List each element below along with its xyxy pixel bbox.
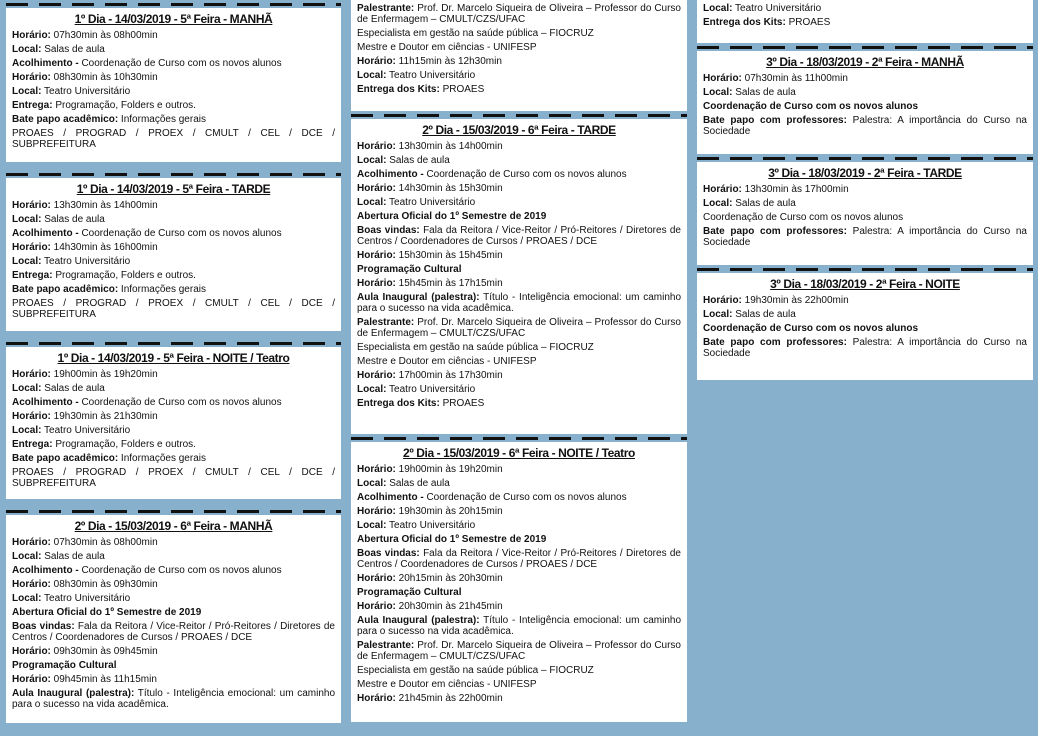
schedule-line: [357, 292, 681, 314]
line-label: Horário:: [703, 73, 742, 84]
line-label: Local:: [12, 425, 42, 436]
line-value: Salas de aula: [41, 44, 105, 55]
line-value: 20h15min às 20h30min: [395, 573, 503, 584]
schedule-line: [12, 579, 335, 590]
schedule-line: [703, 309, 1027, 320]
line-label: Acolhimento -: [12, 58, 79, 69]
schedule-line: [12, 660, 335, 671]
line-value: 17h00min às 17h30min: [395, 370, 503, 381]
schedule-line: [357, 665, 681, 676]
line-label: Horário:: [357, 278, 396, 289]
line-label: Entrega:: [12, 100, 53, 111]
line-value: Programação, Folders e outros.: [52, 439, 196, 450]
schedule-line: [12, 30, 335, 41]
dashed-separator: [697, 43, 1033, 51]
line-label: Horário:: [703, 184, 742, 195]
line-value: 07h30min às 08h00min: [50, 537, 158, 548]
line-value: Especialista em gestão na saúde pública – FIOCRUZ: [357, 28, 594, 39]
line-label: Bate papo acadêmico:: [12, 453, 119, 464]
schedule-box: [351, 0, 687, 111]
schedule-line: [703, 101, 1027, 112]
schedule-line: [12, 397, 335, 408]
line-value: 19h30min às 20h15min: [395, 506, 503, 517]
line-label: Boas vindas:: [357, 225, 420, 236]
schedule-line: [12, 674, 335, 685]
schedule-line: [703, 198, 1027, 209]
line-value: Teatro Universitário: [41, 256, 131, 267]
line-value: Prof. Dr. Marcelo Siqueira de Oliveira – Professor do Curso de Enfermagem – CMULT/CZS/UFAC: [357, 3, 681, 25]
line-value: Programação, Folders e outros.: [52, 270, 196, 281]
schedule-line: [12, 298, 335, 320]
line-label: Local:: [357, 155, 387, 166]
line-value: Teatro Universitário: [386, 197, 476, 208]
line-label: Local:: [12, 593, 42, 604]
line-value: Teatro Universitário: [41, 593, 131, 604]
line-value: 08h30min às 09h30min: [50, 579, 158, 590]
schedule-line: [357, 506, 681, 517]
line-label: Entrega dos Kits:: [357, 84, 440, 95]
schedule-line: [12, 439, 335, 450]
line-value: Mestre e Doutor em ciências - UNIFESP: [357, 679, 537, 690]
line-value: 19h00min às 19h20min: [50, 369, 158, 380]
schedule-line: [357, 264, 681, 275]
line-value: PROAES: [439, 84, 485, 95]
line-label: Bate papo com professores:: [703, 226, 847, 237]
schedule-section: [697, 154, 1033, 265]
line-value: Mestre e Doutor em ciências - UNIFESP: [357, 42, 537, 53]
line-label: Entrega:: [12, 270, 53, 281]
schedule-line: [12, 411, 335, 422]
line-value: Mestre e Doutor em ciências - UNIFESP: [357, 356, 537, 367]
schedule-line: [12, 256, 335, 267]
line-label: Entrega:: [12, 439, 53, 450]
line-value: 19h30min às 21h30min: [50, 411, 158, 422]
schedule-line: [357, 211, 681, 222]
line-label: Local:: [357, 520, 387, 531]
schedule-line: [703, 115, 1027, 137]
line-label: Acolhimento -: [12, 228, 79, 239]
line-label: Acolhimento -: [12, 397, 79, 408]
line-label: Horário:: [12, 537, 51, 548]
line-label: Horário:: [12, 646, 51, 657]
schedule-line: [357, 155, 681, 166]
line-value: Palestra: A importância do Curso na Sociedade: [703, 337, 1027, 359]
line-value: 14h30min às 15h30min: [395, 183, 503, 194]
dashed-separator: [6, 339, 341, 347]
line-value: Teatro Universitário: [41, 86, 131, 97]
schedule-section: [351, 0, 687, 111]
schedule-line: [12, 646, 335, 657]
line-label: Local:: [703, 309, 733, 320]
schedule-line: [357, 183, 681, 194]
line-label: Horário:: [12, 72, 51, 83]
schedule-line: [357, 169, 681, 180]
line-label: Horário:: [357, 370, 396, 381]
section-title: 1º Dia - 14/03/2019 - 5ª Feira - NOITE / Teatro: [57, 351, 290, 365]
line-value: 15h45min às 17h15min: [395, 278, 503, 289]
schedule-box: [6, 8, 341, 162]
schedule-line: [357, 28, 681, 39]
line-label: Palestrante:: [357, 640, 415, 651]
line-label: Local:: [703, 3, 733, 14]
line-label: Boas vindas:: [357, 548, 420, 559]
line-label: Coordenação de Curso com os novos alunos: [703, 323, 919, 334]
schedule-line: [703, 295, 1027, 306]
line-value: Salas de aula: [41, 383, 105, 394]
line-label: Aula Inaugural (palestra):: [12, 688, 135, 699]
schedule-line: [703, 73, 1027, 84]
line-label: Horário:: [357, 464, 396, 475]
schedule-line: [357, 56, 681, 67]
schedule-box: [351, 442, 687, 722]
schedule-line: [357, 464, 681, 475]
schedule-line: [357, 398, 681, 409]
schedule-line: [12, 453, 335, 464]
section-title: 3º Dia - 18/03/2019 - 2ª Feira - TARDE: [768, 166, 962, 180]
line-value: 13h30min às 14h00min: [50, 200, 158, 211]
schedule-line: [12, 425, 335, 436]
line-label: Palestrante:: [357, 317, 415, 328]
line-label: Horário:: [12, 242, 51, 253]
schedule-line: [357, 615, 681, 637]
line-value: Coordenação de Curso com os novos alunos: [423, 169, 627, 180]
line-value: PROAES / PROGRAD / PROEX / CMULT / CEL / DCE / SUBPREFEITURA: [12, 128, 335, 150]
schedule-line: [12, 607, 335, 618]
line-label: Local:: [12, 44, 42, 55]
line-value: Salas de aula: [41, 551, 105, 562]
line-label: Boas vindas:: [12, 621, 75, 632]
line-label: Horário:: [703, 295, 742, 306]
line-label: Abertura Oficial do 1º Semestre de 2019: [12, 607, 202, 618]
line-label: Bate papo acadêmico:: [12, 114, 119, 125]
line-value: PROAES: [439, 398, 485, 409]
schedule-line: [12, 228, 335, 239]
schedule-line: [357, 70, 681, 81]
schedule-section: [697, 43, 1033, 154]
line-label: Horário:: [12, 200, 51, 211]
schedule-line: [357, 587, 681, 598]
line-value: PROAES / PROGRAD / PROEX / CMULT / CEL / DCE / SUBPREFEITURA: [12, 298, 335, 320]
line-label: Acolhimento -: [357, 492, 424, 503]
schedule-line: [12, 537, 335, 548]
schedule-line: [703, 3, 1027, 14]
schedule-line: [357, 197, 681, 208]
schedule-line: [12, 86, 335, 97]
line-value: 21h45min às 22h00min: [395, 693, 503, 704]
schedule-line: [12, 565, 335, 576]
schedule-line: [12, 270, 335, 281]
line-label: Local:: [357, 478, 387, 489]
section-title: 2º Dia - 15/03/2019 - 6ª Feira - TARDE: [422, 123, 616, 137]
schedule-section: [6, 0, 341, 162]
line-label: Horário:: [12, 369, 51, 380]
line-label: Abertura Oficial do 1º Semestre de 2019: [357, 211, 547, 222]
line-label: Horário:: [12, 411, 51, 422]
line-label: Horário:: [12, 674, 51, 685]
line-label: Palestrante:: [357, 3, 415, 14]
line-label: Aula Inaugural (palestra):: [357, 615, 480, 626]
schedule-line: [357, 342, 681, 353]
line-value: Especialista em gestão na saúde pública – FIOCRUZ: [357, 665, 594, 676]
line-label: Entrega dos Kits:: [357, 398, 440, 409]
schedule-line: [357, 548, 681, 570]
line-value: Informações gerais: [118, 453, 206, 464]
line-label: Abertura Oficial do 1º Semestre de 2019: [357, 534, 547, 545]
line-value: Programação, Folders e outros.: [52, 100, 196, 111]
schedule-section: [351, 434, 687, 722]
line-value: Título - Inteligência emocional: um caminho para o sucesso na vida acadêmica.: [12, 688, 336, 710]
schedule-section: [6, 170, 341, 331]
dashed-separator: [6, 170, 341, 178]
schedule-section: [697, 0, 1033, 43]
line-value: Palestra: A importância do Curso na Sociedade: [703, 115, 1027, 137]
line-label: Horário:: [357, 573, 396, 584]
line-label: Local:: [703, 198, 733, 209]
line-value: 09h30min às 09h45min: [50, 646, 158, 657]
schedule-line: [12, 44, 335, 55]
schedule-box: [351, 119, 687, 434]
schedule-line: [12, 214, 335, 225]
dashed-separator: [697, 265, 1033, 273]
schedule-line: [357, 640, 681, 662]
line-label: Coordenação de Curso com os novos alunos: [703, 101, 919, 112]
line-label: Local:: [357, 384, 387, 395]
schedule-line: [357, 601, 681, 612]
line-value: Salas de aula: [386, 478, 450, 489]
line-value: PROAES / PROGRAD / PROEX / CMULT / CEL / DCE / SUBPREFEITURA: [12, 467, 335, 489]
line-value: Fala da Reitora / Vice-Reitor / Pró-Reitores / Diretores de Centros / Coordenadores de Cursos / PROAES / DCE: [357, 225, 681, 247]
line-label: Horário:: [12, 579, 51, 590]
line-label: Horário:: [12, 30, 51, 41]
line-value: Teatro Universitário: [386, 520, 476, 531]
schedule-line: [12, 242, 335, 253]
schedule-line: [12, 688, 335, 710]
schedule-line: [703, 323, 1027, 334]
line-label: Local:: [12, 86, 42, 97]
schedule-box: [6, 178, 341, 331]
schedule-line: [357, 534, 681, 545]
schedule-line: [12, 621, 335, 643]
schedule-line: [357, 478, 681, 489]
schedule-line: [703, 226, 1027, 248]
line-value: Teatro Universitário: [732, 3, 822, 14]
line-label: Aula Inaugural (palestra):: [357, 292, 480, 303]
dashed-separator: [351, 434, 687, 442]
line-label: Entrega dos Kits:: [703, 17, 786, 28]
schedule-box: [697, 0, 1033, 43]
section-title: 3º Dia - 18/03/2019 - 2ª Feira - MANHÃ: [766, 55, 964, 69]
line-value: 08h30min às 10h30min: [50, 72, 158, 83]
schedule-line: [12, 72, 335, 83]
schedule-line: [12, 284, 335, 295]
line-value: Coordenação de Curso com os novos alunos: [78, 397, 282, 408]
schedule-line: [12, 128, 335, 150]
line-label: Horário:: [357, 56, 396, 67]
schedule-line: [357, 84, 681, 95]
section-title: 1º Dia - 14/03/2019 - 5ª Feira - MANHÃ: [74, 12, 273, 26]
schedule-line: [12, 551, 335, 562]
schedule-line: [357, 42, 681, 53]
line-value: Especialista em gestão na saúde pública – FIOCRUZ: [357, 342, 594, 353]
line-value: 09h45min às 11h15min: [50, 674, 157, 685]
line-label: Programação Cultural: [357, 264, 462, 275]
line-value: Salas de aula: [41, 214, 105, 225]
schedule-line: [357, 520, 681, 531]
line-value: 15h30min às 15h45min: [395, 250, 503, 261]
schedule-line: [12, 200, 335, 211]
line-value: 13h30min às 14h00min: [395, 141, 503, 152]
schedule-line: [357, 679, 681, 690]
section-title: 3º Dia - 18/03/2019 - 2ª Feira - NOITE: [770, 277, 960, 291]
schedule-line: [12, 383, 335, 394]
schedule-line: [12, 593, 335, 604]
schedule-line: [703, 184, 1027, 195]
line-label: Acolhimento -: [357, 169, 424, 180]
line-label: Local:: [12, 383, 42, 394]
line-value: 13h30min às 17h00min: [741, 184, 849, 195]
line-value: Teatro Universitário: [41, 425, 131, 436]
section-title: 2º Dia - 15/03/2019 - 6ª Feira - NOITE / Teatro: [403, 446, 635, 460]
line-value: 20h30min às 21h45min: [395, 601, 503, 612]
schedule-line: [703, 17, 1027, 28]
line-value: Prof. Dr. Marcelo Siqueira de Oliveira – Professor do Curso de Enfermagem – CMULT/CZS/UFAC: [357, 640, 681, 662]
line-label: Bate papo com professores:: [703, 115, 847, 126]
line-value: Teatro Universitário: [386, 384, 476, 395]
line-label: Local:: [357, 70, 387, 81]
line-label: Local:: [703, 87, 733, 98]
schedule-line: [703, 212, 1027, 223]
line-value: Teatro Universitário: [386, 70, 476, 81]
line-label: Horário:: [357, 693, 396, 704]
dashed-separator: [697, 154, 1033, 162]
schedule-line: [357, 278, 681, 289]
line-value: Salas de aula: [732, 87, 796, 98]
schedule-line: [357, 356, 681, 367]
schedule-line: [357, 3, 681, 25]
line-label: Local:: [12, 214, 42, 225]
line-value: Coordenação de Curso com os novos alunos: [78, 228, 282, 239]
line-value: Informações gerais: [118, 114, 206, 125]
line-value: Fala da Reitora / Vice-Reitor / Pró-Reitores / Diretores de Centros / Coordenadores de Cursos / PROAES / DCE: [12, 621, 335, 643]
schedule-section: [351, 111, 687, 434]
line-value: Informações gerais: [118, 284, 206, 295]
line-label: Local:: [12, 256, 42, 267]
schedule-line: [12, 369, 335, 380]
line-label: Horário:: [357, 250, 396, 261]
line-value: 19h30min às 22h00min: [741, 295, 849, 306]
schedule-line: [703, 337, 1027, 359]
schedule-line: [357, 317, 681, 339]
schedule-line: [12, 114, 335, 125]
line-label: Acolhimento -: [12, 565, 79, 576]
line-value: 19h00min às 19h20min: [395, 464, 503, 475]
line-value: Título - Inteligência emocional: um caminho para o sucesso na vida acadêmica.: [357, 615, 682, 637]
schedule-line: [12, 58, 335, 69]
line-value: Coordenação de Curso com os novos alunos: [78, 58, 282, 69]
line-label: Horário:: [357, 506, 396, 517]
line-label: Horário:: [357, 601, 396, 612]
line-label: Bate papo acadêmico:: [12, 284, 119, 295]
dashed-separator: [6, 507, 341, 515]
line-value: Coordenação de Curso com os novos alunos: [423, 492, 627, 503]
schedule-line: [357, 225, 681, 247]
line-value: 14h30min às 16h00min: [50, 242, 158, 253]
line-label: Programação Cultural: [12, 660, 117, 671]
schedule-box: [6, 347, 341, 499]
schedule-line: [357, 573, 681, 584]
dashed-separator: [351, 111, 687, 119]
schedule-line: [703, 87, 1027, 98]
line-value: Título - Inteligência emocional: um caminho para o sucesso na vida acadêmica.: [357, 292, 682, 314]
line-label: Local:: [12, 551, 42, 562]
line-label: Horário:: [357, 183, 396, 194]
schedule-line: [357, 384, 681, 395]
line-value: Coordenação de Curso com os novos alunos: [703, 212, 904, 223]
dashed-separator: [6, 0, 341, 8]
schedule-box: [697, 162, 1033, 265]
line-value: 07h30min às 08h00min: [50, 30, 158, 41]
schedule-section: [6, 507, 341, 723]
line-label: Bate papo com professores:: [703, 337, 847, 348]
line-value: Salas de aula: [732, 198, 796, 209]
section-title: 1º Dia - 14/03/2019 - 5ª Feira - TARDE: [76, 182, 271, 196]
line-label: Horário:: [357, 141, 396, 152]
schedule-line: [357, 250, 681, 261]
schedule-section: [697, 265, 1033, 380]
line-value: Prof. Dr. Marcelo Siqueira de Oliveira – Professor do Curso de Enfermagem – CMULT/CZS/UFAC: [357, 317, 681, 339]
schedule-section: [6, 339, 341, 499]
line-value: Salas de aula: [732, 309, 796, 320]
schedule-box: [697, 273, 1033, 380]
line-label: Local:: [357, 197, 387, 208]
schedule-line: [12, 100, 335, 111]
schedule-line: [12, 467, 335, 489]
schedule-box: [6, 515, 341, 723]
line-value: 11h15min às 12h30min: [395, 56, 502, 67]
line-value: Salas de aula: [386, 155, 450, 166]
schedule-box: [697, 51, 1033, 154]
schedule-line: [357, 370, 681, 381]
line-label: Programação Cultural: [357, 587, 462, 598]
schedule-line: [357, 693, 681, 704]
line-value: Coordenação de Curso com os novos alunos: [78, 565, 282, 576]
line-value: PROAES: [785, 17, 831, 28]
line-value: Palestra: A importância do Curso na Sociedade: [703, 226, 1027, 248]
line-value: 07h30min às 11h00min: [741, 73, 848, 84]
schedule-line: [357, 492, 681, 503]
line-value: Fala da Reitora / Vice-Reitor / Pró-Reitores / Diretores de Centros / Coordenadores de Cursos / PROAES / DCE: [357, 548, 681, 570]
schedule-line: [357, 141, 681, 152]
section-title: 2º Dia - 15/03/2019 - 6ª Feira - MANHÃ: [74, 519, 273, 533]
